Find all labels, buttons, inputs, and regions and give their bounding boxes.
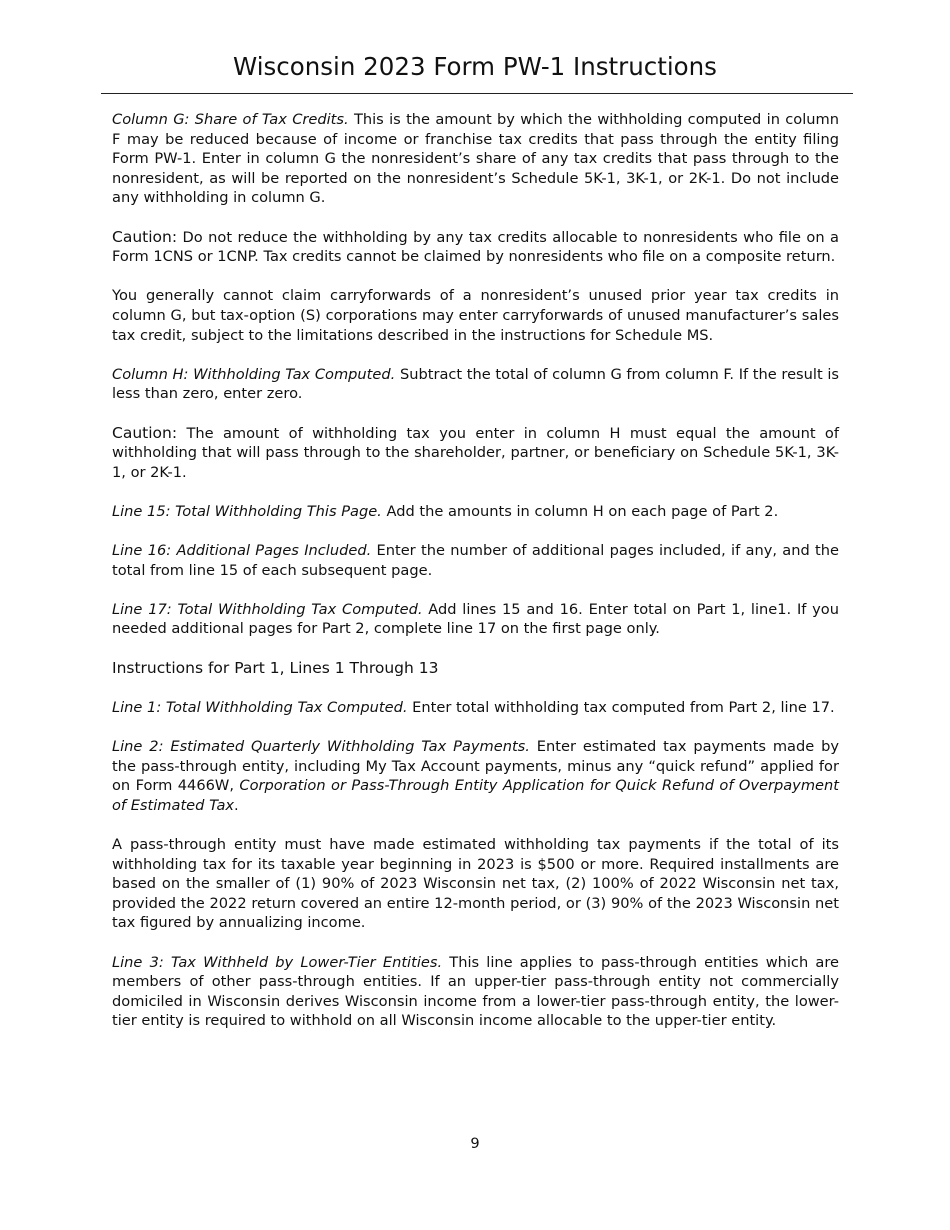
title-divider <box>101 93 853 94</box>
line-16-heading: Line 16: Additional Pages Included. <box>112 542 372 560</box>
paragraph-line-16 <box>112 541 839 580</box>
line-17-text: Add lines 15 and 16. Enter total on Part 1, line1. If you needed additional pages for Part 2, complete line 17 on the first page only. <box>112 600 839 638</box>
paragraph-line-3 <box>112 953 839 1031</box>
paragraph-estimated-payments <box>112 835 839 933</box>
paragraph-column-h <box>112 365 839 404</box>
caution-withholding-text: The amount of withholding tax you enter in column H must equal the amount of withholding that will pass through to the shareholder, partner, or beneficiary on Schedule 5K-1, 3K-1, or 2K-1. <box>112 424 839 481</box>
line-1-heading: Line 1: Total Withholding Tax Computed. <box>112 698 408 716</box>
paragraph-line-17 <box>112 600 839 639</box>
part-1-section-heading: Instructions for Part 1, Lines 1 Through 13 <box>112 658 439 677</box>
document-body <box>112 110 839 1051</box>
line-16-text: Enter the number of additional pages included, if any, and the total from line 15 of each subsequent page. <box>112 542 839 579</box>
line-15-heading: Line 15: Total Withholding This Page. <box>112 502 382 520</box>
estimated-payments-text: A pass-through entity must have made estimated withholding tax payments if the total of its withholding tax for its taxable year beginning in 2023 is $500 or more. Required installments are based on the smaller of (1) 90% of 2023 Wisconsin net tax, (2) 100% of 2022 Wisconsin net tax, provided the 2022 return covered an entire 12-month period, or (3) 90% of the 2023 Wisconsin net tax figured by annualizing income. <box>112 835 839 932</box>
carryforwards-text: You generally cannot claim carryforwards of a nonresident’s unused prior year tax credits in column G, but tax-option (S) corporations may enter carryforwards of unused manufacturer’s sales tax credit, subject to the limitations described in the instructions for Schedule MS. <box>112 287 839 344</box>
form-4466w-title: Corporation or Pass-Through Entity Application for Quick Refund of Overpayment of Estimated Tax <box>112 777 839 814</box>
paragraph-caution-withholding <box>112 424 839 483</box>
line-2-heading: Line 2: Estimated Quarterly Withholding Tax Payments. <box>112 738 530 755</box>
line-2-end: . <box>234 796 239 814</box>
line-2-text: Enter estimated tax payments made by the pass-through entity, including My Tax Account payments, minus any “quick refund” applied for on Form 4466W, <box>112 738 839 795</box>
paragraph-caution-credits <box>112 228 839 267</box>
line-3-text: This line applies to pass-through entities which are members of other pass-through entities. If an upper-tier pass-through entity not commercially domiciled in Wisconsin derives Wisconsin income from a lower-tier pass-through entity, the lower-tier entity is required to withhold on all Wisconsin income allocable to the upper-tier entity. <box>112 953 839 1030</box>
caution-label: Caution: <box>112 423 178 442</box>
paragraph-column-g <box>112 110 839 208</box>
paragraph-line-1 <box>112 698 839 718</box>
column-h-heading: Column H: Withholding Tax Computed. <box>112 365 396 383</box>
column-g-text: This is the amount by which the withholding computed in column F may be reduced because of income or franchise tax credits that pass through the entity filing Form PW-1. Enter in column G the nonresident’s share of any tax credits that pass through to the nonresident, as will be reported on the nonresident’s Schedule 5K-1, 3K-1, or 2K-1. Do not include any withholding in column G. <box>112 111 839 207</box>
line-15-text: Add the amounts in column H on each page of Part 2. <box>381 502 779 520</box>
line-3-heading: Line 3: Tax Withheld by Lower-Tier Entities. <box>112 953 443 971</box>
paragraph-line-2 <box>112 737 839 815</box>
caution-credits-text: Do not reduce the withholding by any tax credits allocable to nonresidents who file on a Form 1CNS or 1CNP. Tax credits cannot be claimed by nonresidents who file on a composite return. <box>112 228 839 266</box>
column-h-text: Subtract the total of column G from column F. If the result is less than zero, enter zero. <box>112 365 839 403</box>
paragraph-carryforwards <box>112 286 839 345</box>
line-1-text: Enter total withholding tax computed from Part 2, line 17. <box>407 698 835 716</box>
paragraph-line-15 <box>112 502 839 522</box>
column-g-heading: Column G: Share of Tax Credits. <box>112 111 349 128</box>
line-17-heading: Line 17: Total Withholding Tax Computed. <box>112 600 423 618</box>
caution-label: Caution: <box>112 227 178 246</box>
page-title: Wisconsin 2023 Form PW-1 Instructions <box>233 52 717 81</box>
page-number: 9 <box>470 1135 480 1152</box>
